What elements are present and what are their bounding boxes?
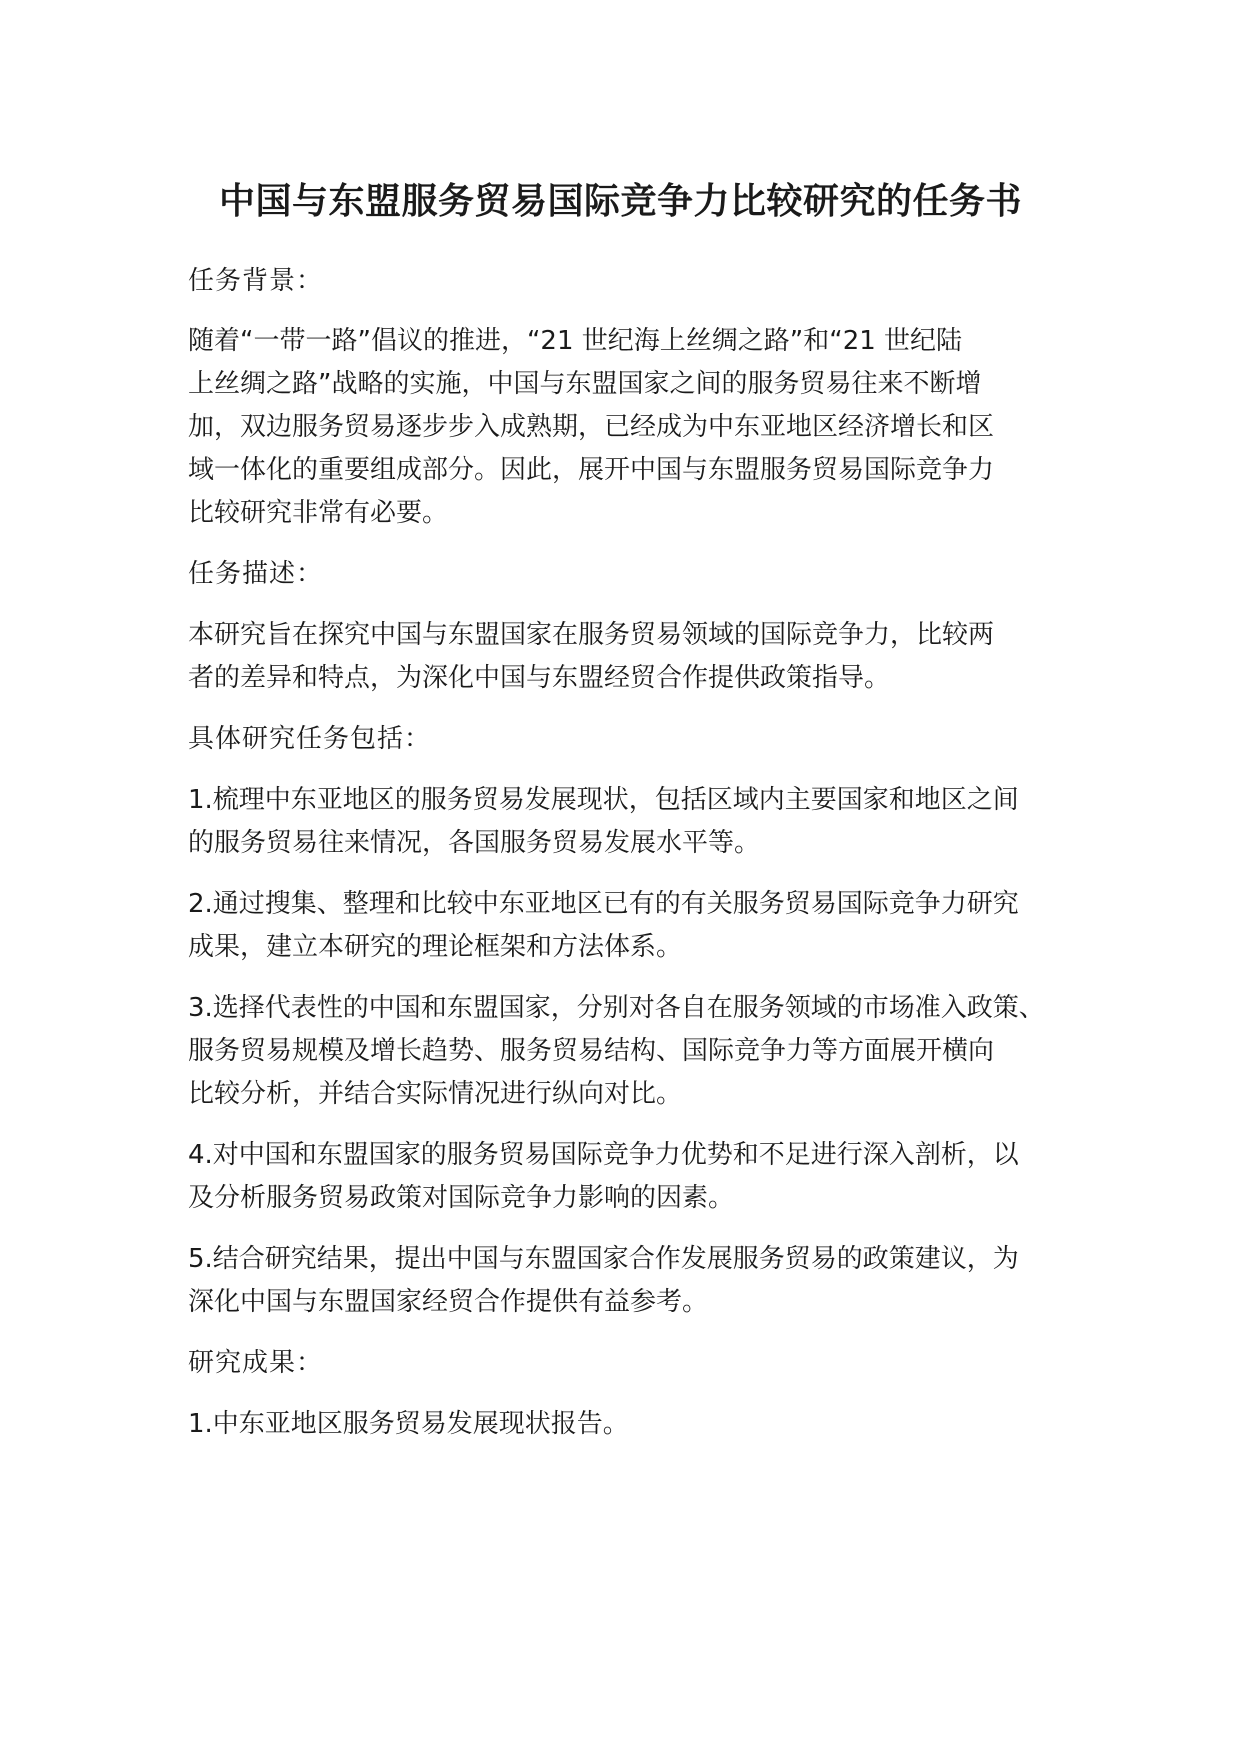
description-line: 者的差异和特点，为深化中国与东盟经贸合作提供政策指导。 <box>188 663 891 693</box>
description-line: 本研究旨在探究中国与东盟国家在服务贸易领域的国际竞争力，比较两 <box>188 620 995 650</box>
section-heading-description: 任务描述： <box>188 559 324 589</box>
task-item-3-line: 比较分析，并结合实际情况进行纵向对比。 <box>188 1079 683 1109</box>
section-heading-background: 任务背景： <box>188 266 324 296</box>
task-item-2-line: 2.通过搜集、整理和比较中东亚地区已有的有关服务贸易国际竞争力研究 <box>188 889 1019 919</box>
document-title: 中国与东盟服务贸易国际竞争力比较研究的任务书 <box>218 181 1022 222</box>
background-line: 比较研究非常有必要。 <box>188 498 449 528</box>
task-item-3-line: 3.选择代表性的中国和东盟国家，分别对各自在服务领域的市场准入政策、 <box>188 993 1045 1023</box>
result-item-1-line: 1.中东亚地区服务贸易发展现状报告。 <box>188 1409 629 1439</box>
task-item-2-line: 成果，建立本研究的理论框架和方法体系。 <box>188 932 683 962</box>
task-item-4-line: 及分析服务贸易政策对国际竞争力影响的因素。 <box>188 1183 735 1213</box>
task-item-3-line: 服务贸易规模及增长趋势、服务贸易结构、国际竞争力等方面展开横向 <box>188 1036 995 1066</box>
background-line: 域一体化的重要组成部分。因此，展开中国与东盟服务贸易国际竞争力 <box>188 455 995 485</box>
task-item-5-line: 5.结合研究结果，提出中国与东盟国家合作发展服务贸易的政策建议，为 <box>188 1244 1019 1274</box>
task-item-1-line: 1.梳理中东亚地区的服务贸易发展现状，包括区域内主要国家和地区之间 <box>188 785 1019 815</box>
task-item-1-line: 的服务贸易往来情况，各国服务贸易发展水平等。 <box>188 828 761 858</box>
section-heading-results: 研究成果： <box>188 1348 324 1378</box>
background-line: 加，双边服务贸易逐步步入成熟期，已经成为中东亚地区经济增长和区 <box>188 412 995 442</box>
background-line: 随着“一带一路”倡议的推进，“21 世纪海上丝绸之路”和“21 世纪陆 <box>188 326 963 356</box>
task-item-5-line: 深化中国与东盟国家经贸合作提供有益参考。 <box>188 1287 709 1317</box>
section-heading-tasks: 具体研究任务包括： <box>188 724 432 754</box>
task-item-4-line: 4.对中国和东盟国家的服务贸易国际竞争力优势和不足进行深入剖析，以 <box>188 1140 1019 1170</box>
background-line: 上丝绸之路”战略的实施，中国与东盟国家之间的服务贸易往来不断增 <box>188 369 982 399</box>
